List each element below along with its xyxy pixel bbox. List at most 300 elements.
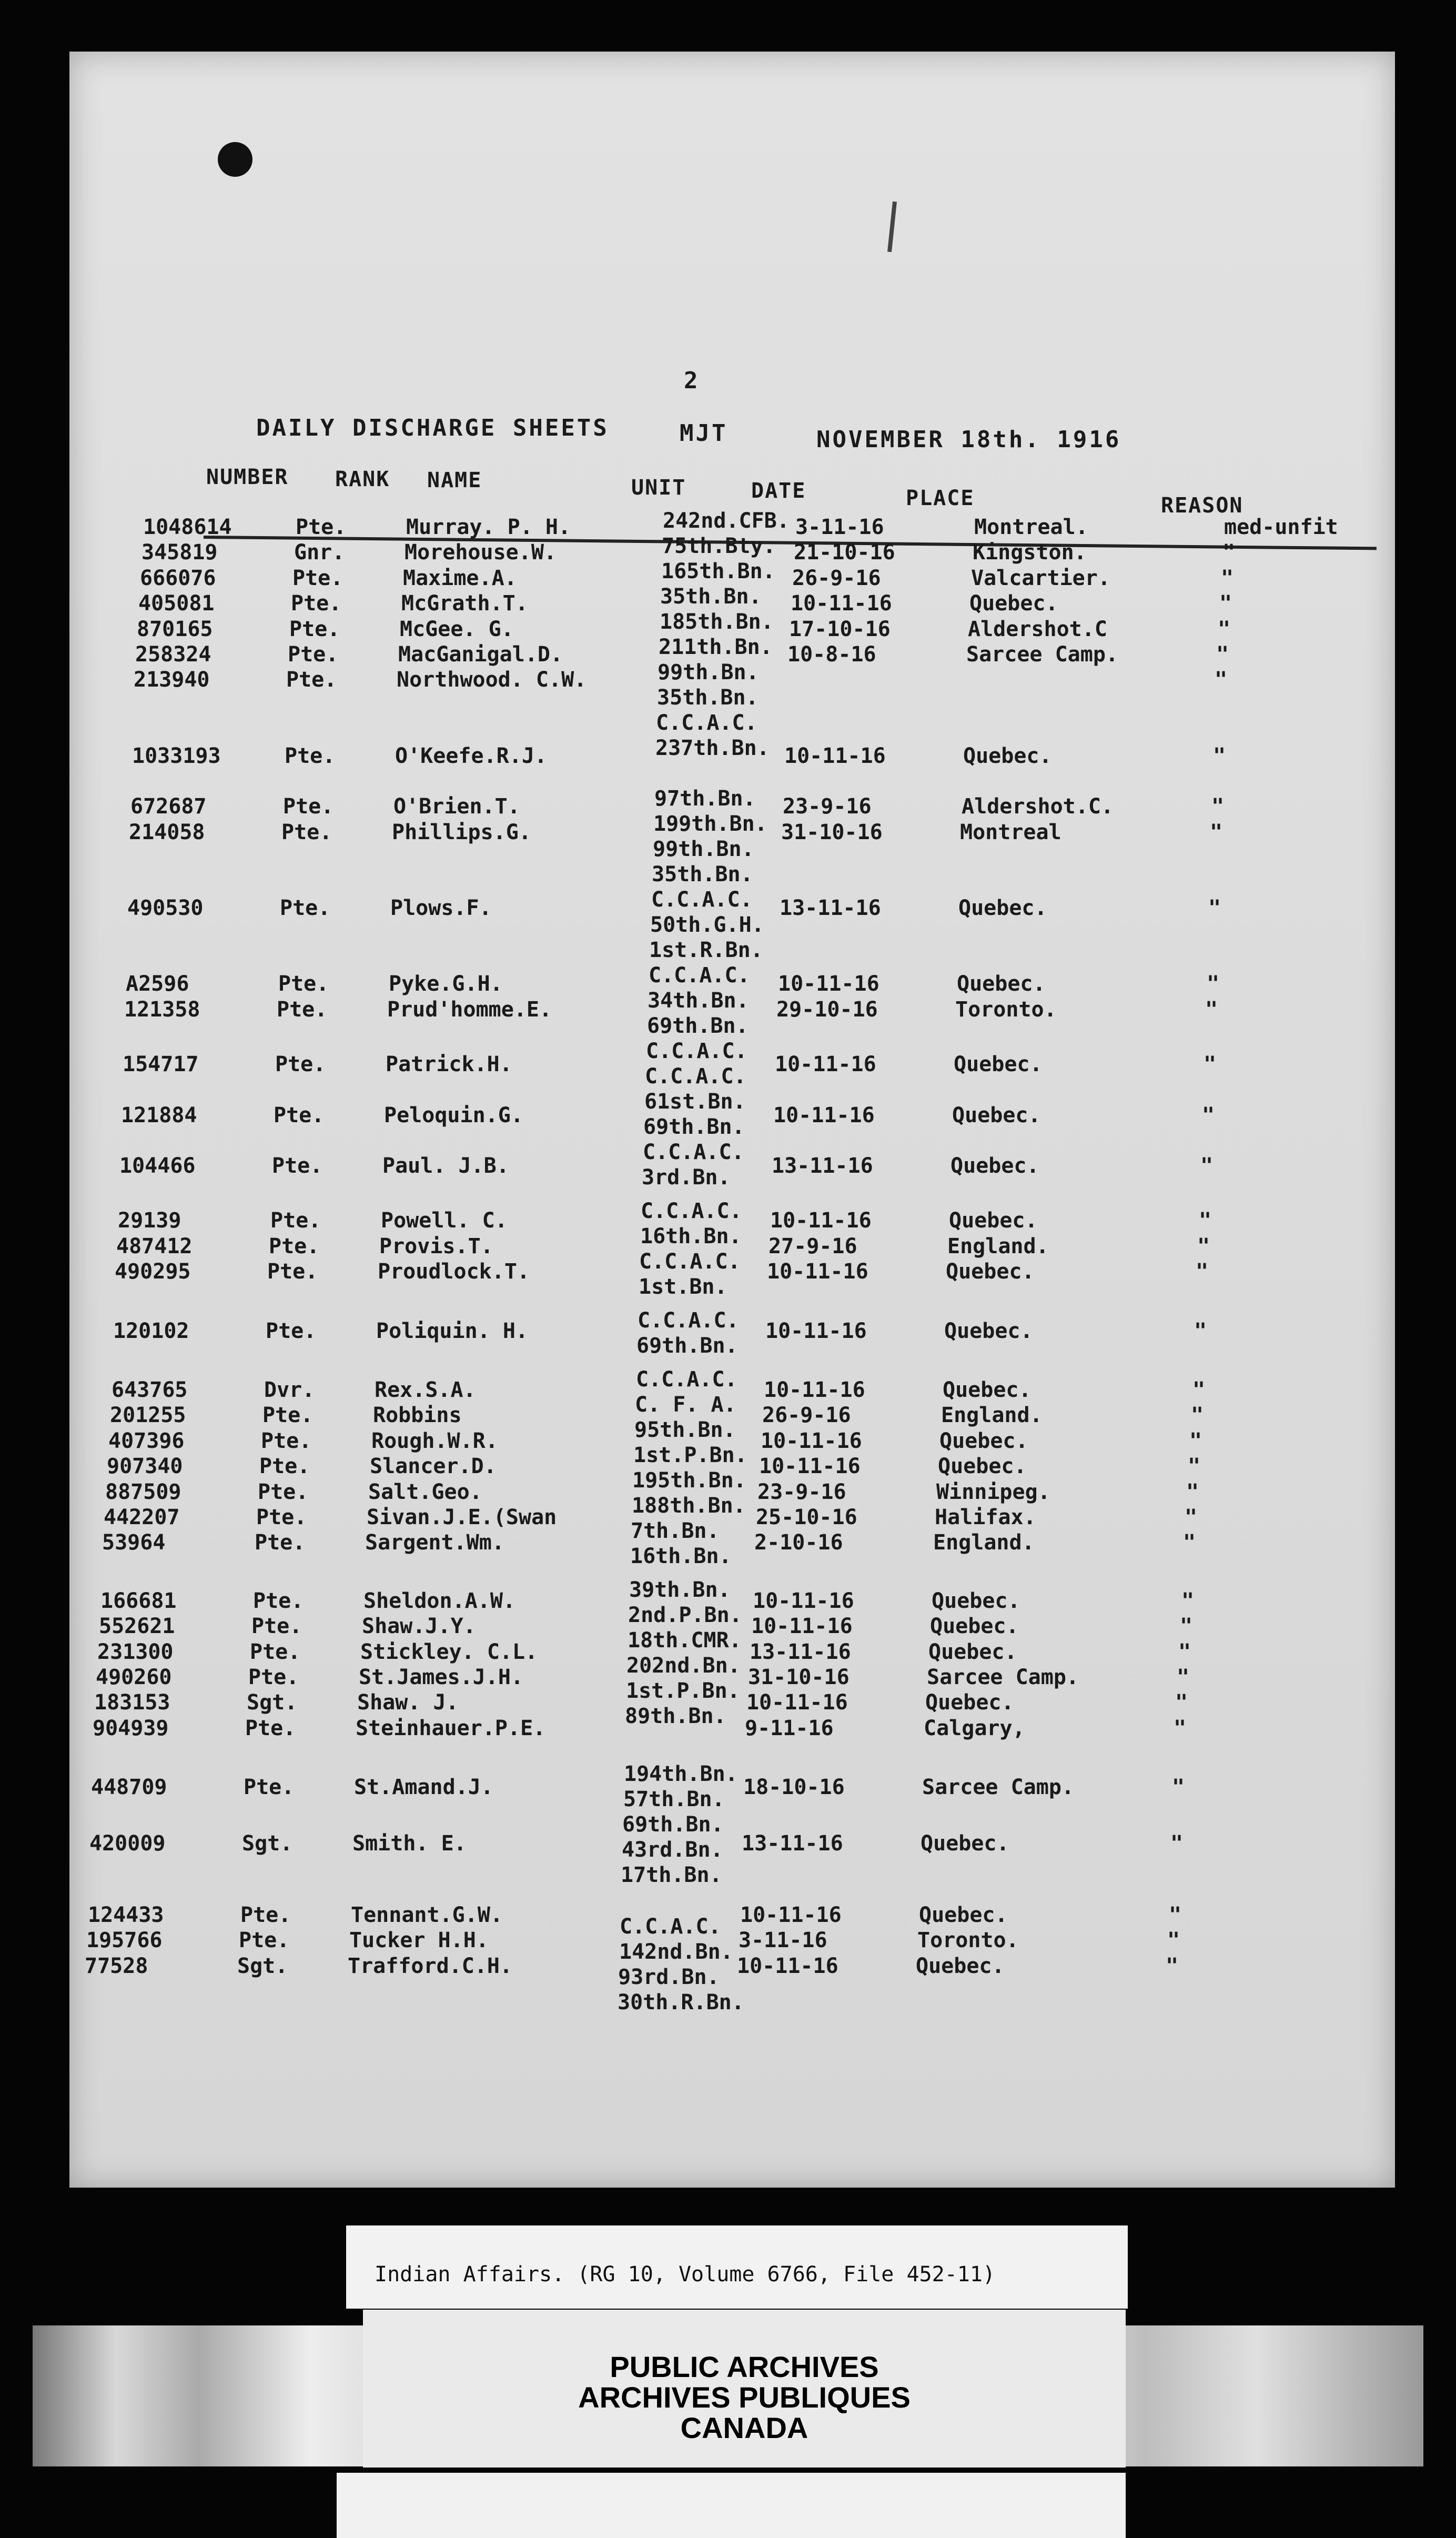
- record-number: 154717: [123, 1052, 199, 1076]
- record-place: Aldershot.C.: [962, 794, 1114, 819]
- record-reason: ": [1221, 566, 1234, 590]
- archive-label-lower: [337, 2473, 1126, 2538]
- record-name: O'Brien.T.: [393, 794, 520, 819]
- record-rank: Pte.: [261, 1429, 312, 1453]
- record-reason: ": [1216, 642, 1229, 667]
- record-place: Quebec.: [938, 1454, 1027, 1478]
- record-rank: Pte.: [275, 1052, 326, 1076]
- unit-entry: 39th.Bn.: [629, 1578, 731, 1602]
- record-name: Rex.S.A.: [375, 1378, 476, 1402]
- clerk-initials: MJT: [680, 420, 728, 447]
- unit-entry: 211th.Bn.: [659, 635, 773, 659]
- col-rank: RANK: [335, 467, 390, 491]
- record-name: Trafford.C.H.: [348, 1954, 513, 1978]
- unit-entry: 1st.P.Bn.: [626, 1679, 740, 1703]
- record-date: 21-10-16: [794, 540, 895, 565]
- unit-entry: 69th.Bn.: [643, 1115, 745, 1139]
- record-name: Sheldon.A.W.: [363, 1589, 515, 1613]
- record-reason: ": [1222, 540, 1236, 565]
- record-reason: ": [1177, 1665, 1190, 1689]
- record-rank: Pte.: [267, 1260, 318, 1284]
- record-number: A2596: [126, 972, 189, 996]
- record-place: Toronto.: [955, 998, 1057, 1022]
- record-date: 9-11-16: [745, 1716, 834, 1740]
- unit-entry: 188th.Bn.: [632, 1494, 746, 1518]
- record-name: Sivan.J.E.(Swan: [367, 1505, 557, 1529]
- record-date: 10-11-16: [773, 1103, 875, 1127]
- record-reason: ": [1166, 1954, 1179, 1978]
- record-date: 10-11-16: [740, 1903, 842, 1927]
- record-place: Kingston.: [973, 540, 1087, 565]
- record-date: 23-9-16: [757, 1480, 846, 1504]
- header-underline: [204, 536, 1377, 550]
- record-name: Sargent.Wm.: [365, 1530, 504, 1555]
- page-number: 2: [684, 367, 698, 394]
- unit-entry: 35th.Bn.: [660, 585, 762, 609]
- record-reason: ": [1219, 591, 1232, 616]
- record-place: Quebec.: [958, 896, 1047, 920]
- record-place: Quebec.: [954, 1052, 1043, 1076]
- record-number: 195766: [86, 1928, 163, 1952]
- unit-entry: 93rd.Bn.: [618, 1965, 720, 1989]
- record-number: 213940: [134, 668, 210, 692]
- record-rank: Pte.: [286, 668, 337, 692]
- record-number: 29139: [118, 1208, 181, 1233]
- record-name: Phillips.G.: [392, 820, 531, 844]
- record-place: Quebec.: [949, 1208, 1038, 1233]
- record-name: Tennant.G.W.: [351, 1903, 503, 1927]
- record-place: Quebec.: [919, 1903, 1008, 1927]
- unit-entry: 2nd.P.Bn.: [628, 1603, 742, 1627]
- archive-reference-label: Indian Affairs. (RG 10, Volume 6766, File 452-11): [346, 2225, 1128, 2309]
- record-rank: Pte.: [280, 896, 331, 920]
- unit-entry: 61st.Bn.: [644, 1090, 746, 1114]
- record-date: 13-11-16: [772, 1154, 873, 1178]
- record-date: 10-11-16: [737, 1954, 838, 1978]
- record-name: Paul. J.B.: [382, 1154, 509, 1178]
- record-reason: ": [1167, 1928, 1180, 1952]
- record-name: Steinhauer.P.E.: [356, 1716, 546, 1740]
- unit-entry: 35th.Bn.: [657, 686, 759, 710]
- record-number: 487412: [116, 1234, 193, 1258]
- record-rank: Pte.: [270, 1208, 321, 1233]
- record-reason: ": [1180, 1614, 1193, 1638]
- record-rank: Pte.: [251, 1614, 302, 1638]
- record-date: 29-10-16: [776, 998, 878, 1022]
- record-reason: ": [1218, 617, 1231, 641]
- record-number: 448709: [91, 1775, 167, 1799]
- record-date: 10-8-16: [787, 642, 876, 667]
- record-date: 10-11-16: [746, 1690, 848, 1715]
- record-rank: Pte.: [262, 1403, 314, 1427]
- record-reason: ": [1213, 744, 1226, 768]
- record-date: 10-11-16: [759, 1454, 861, 1478]
- record-rank: Pte.: [296, 515, 347, 539]
- record-number: 420009: [89, 1831, 166, 1856]
- record-rank: Pte.: [289, 617, 340, 641]
- record-reason: ": [1215, 668, 1228, 692]
- unit-entry: 89th.Bn.: [625, 1704, 726, 1728]
- record-reason: ": [1174, 1716, 1187, 1740]
- unit-entry: 242nd.CFB.: [663, 509, 790, 533]
- record-name: Tucker H.H.: [349, 1928, 489, 1952]
- record-rank: Pte.: [240, 1903, 291, 1927]
- record-number: 490530: [127, 896, 204, 920]
- record-rank: Pte.: [256, 1505, 307, 1529]
- record-name: Peloquin.G.: [384, 1103, 523, 1127]
- unit-entry: C.C.A.C.: [620, 1915, 721, 1939]
- record-number: 120102: [113, 1319, 189, 1343]
- record-reason: ": [1188, 1454, 1201, 1478]
- sheet-date: NOVEMBER 18th. 1916: [816, 426, 1121, 453]
- record-rank: Pte.: [269, 1234, 320, 1258]
- unit-entry: 95th.Bn.: [634, 1418, 736, 1442]
- record-name: Slancer.D.: [370, 1454, 497, 1478]
- record-place: Quebec.: [928, 1640, 1017, 1664]
- record-place: Calgary,: [924, 1716, 1025, 1740]
- unit-entry: C.C.A.C.: [636, 1367, 737, 1392]
- record-number: 490260: [96, 1665, 172, 1689]
- archive-stamp: [363, 2310, 1126, 2468]
- record-number: 258324: [135, 642, 211, 667]
- unit-entry: 99th.Bn.: [653, 837, 754, 861]
- stamp-line-1: PUBLIC ARCHIVES: [610, 2350, 879, 2383]
- record-number: 124433: [88, 1903, 164, 1927]
- unit-entry: 18th.CMR.: [628, 1628, 742, 1653]
- record-reason: ": [1202, 1103, 1215, 1127]
- record-reason: ": [1210, 820, 1223, 844]
- record-number: 77528: [85, 1954, 148, 1978]
- record-place: Quebec.: [930, 1614, 1019, 1638]
- record-date: 27-9-16: [769, 1234, 857, 1258]
- record-reason: ": [1185, 1505, 1198, 1529]
- record-date: 10-11-16: [791, 591, 892, 616]
- record-rank: Pte.: [253, 1589, 304, 1613]
- record-number: 887509: [105, 1480, 181, 1504]
- record-name: O'Keefe.R.J.: [395, 744, 547, 768]
- record-reason: ": [1186, 1480, 1199, 1504]
- record-number: 183153: [94, 1690, 170, 1715]
- record-rank: Pte.: [245, 1716, 296, 1740]
- record-number: 666076: [140, 566, 216, 590]
- record-number: 405081: [138, 591, 215, 616]
- unit-entry: C.C.A.C.: [645, 1064, 746, 1089]
- record-place: Quebec.: [925, 1690, 1014, 1715]
- record-date: 10-11-16: [778, 972, 879, 996]
- unit-entry: 195th.Bn.: [632, 1468, 746, 1493]
- record-date: 13-11-16: [742, 1831, 843, 1856]
- sheet-title: DAILY DISCHARGE SHEETS: [256, 415, 609, 441]
- record-date: 26-9-16: [762, 1403, 851, 1427]
- unit-entry: 69th.Bn.: [647, 1014, 749, 1038]
- col-name: NAME: [427, 468, 482, 492]
- record-name: MacGanigal.D.: [398, 642, 563, 667]
- record-name: Salt.Geo.: [368, 1480, 482, 1504]
- record-place: Montreal: [960, 820, 1061, 844]
- record-name: Smith. E.: [352, 1831, 467, 1856]
- record-rank: Pte.: [288, 642, 339, 667]
- unit-entry: 1st.P.Bn.: [633, 1443, 747, 1467]
- unit-entry: 69th.Bn.: [622, 1812, 724, 1837]
- record-rank: Pte.: [266, 1319, 317, 1343]
- record-date: 25-10-16: [756, 1505, 857, 1529]
- record-rank: Sgt.: [242, 1831, 293, 1856]
- unit-entry: 30th.R.Bn.: [618, 1990, 744, 2015]
- record-date: 13-11-16: [750, 1640, 851, 1664]
- record-name: Plows.F.: [390, 896, 492, 920]
- record-reason: ": [1172, 1775, 1185, 1799]
- record-name: St.Amand.J.: [354, 1775, 493, 1799]
- record-place: Sarcee Camp.: [966, 642, 1118, 667]
- unit-entry: 1st.Bn.: [639, 1275, 727, 1299]
- record-reason: ": [1169, 1903, 1182, 1927]
- record-number: 672687: [130, 794, 207, 819]
- record-number: 104466: [119, 1154, 196, 1178]
- unit-entry: 99th.Bn.: [658, 660, 759, 684]
- unit-entry: C.C.A.C.: [639, 1250, 741, 1274]
- record-name: Shaw. J.: [357, 1690, 459, 1715]
- record-number: 1048614: [143, 515, 232, 539]
- record-date: 3-11-16: [739, 1928, 827, 1952]
- record-date: 10-11-16: [770, 1208, 872, 1233]
- col-place: PLACE: [906, 486, 975, 510]
- record-date: 10-11-16: [775, 1052, 876, 1076]
- record-rank: Dvr.: [264, 1378, 315, 1402]
- record-date: 10-11-16: [767, 1260, 868, 1284]
- record-name: Rough.W.R.: [371, 1429, 498, 1453]
- unit-entry: C.C.A.C.: [643, 1140, 744, 1164]
- record-number: 121358: [124, 998, 200, 1022]
- record-number: 201255: [110, 1403, 186, 1427]
- record-place: England.: [941, 1403, 1043, 1427]
- record-reason: ": [1199, 1208, 1212, 1233]
- record-place: Quebec.: [943, 1378, 1032, 1402]
- record-reason: ": [1204, 1052, 1217, 1076]
- record-reason: ": [1211, 794, 1225, 819]
- record-place: Quebec.: [952, 1103, 1041, 1127]
- unit-entry: 17th.Bn.: [621, 1863, 722, 1887]
- record-rank: Pte.: [272, 1154, 323, 1178]
- record-rank: Pte.: [277, 998, 328, 1022]
- record-name: Powell. C.: [381, 1208, 508, 1233]
- record-place: Winnipeg.: [936, 1480, 1050, 1504]
- record-rank: Pte.: [250, 1640, 301, 1664]
- record-date: 10-11-16: [751, 1614, 853, 1638]
- record-rank: Pte.: [292, 566, 343, 590]
- record-name: Shaw.J.Y.: [362, 1614, 476, 1638]
- record-reason: ": [1183, 1530, 1196, 1555]
- record-name: Proudlock.T.: [378, 1260, 530, 1284]
- record-date: 10-11-16: [753, 1589, 854, 1613]
- record-rank: Pte.: [255, 1530, 306, 1555]
- record-number: 231300: [97, 1640, 174, 1664]
- record-place: Quebec.: [916, 1954, 1005, 1978]
- record-number: 552621: [99, 1614, 175, 1638]
- record-rank: Sgt.: [247, 1690, 298, 1715]
- record-place: England.: [947, 1234, 1049, 1258]
- record-reason: med-unfit: [1224, 515, 1338, 539]
- record-rank: Pte.: [291, 591, 342, 616]
- record-reason: ": [1178, 1640, 1191, 1664]
- record-number: 345819: [141, 540, 218, 565]
- unit-entry: C.C.A.C.: [641, 1199, 742, 1223]
- record-date: 3-11-16: [795, 515, 884, 539]
- unit-entry: 142nd.Bn.: [619, 1940, 733, 1964]
- record-number: 907340: [107, 1454, 183, 1478]
- punch-hole: [218, 142, 252, 177]
- record-date: 26-9-16: [792, 566, 881, 590]
- record-number: 870165: [137, 617, 213, 641]
- record-reason: ": [1207, 972, 1220, 996]
- record-place: Quebec.: [932, 1589, 1020, 1613]
- record-reason: ": [1170, 1831, 1184, 1856]
- stamp-line-3: CANADA: [680, 2411, 808, 2444]
- record-rank: Pte.: [283, 794, 334, 819]
- document-sheet: [69, 52, 1395, 2188]
- record-name: Morehouse.W.: [405, 540, 557, 565]
- unit-entry: 35th.Bn.: [652, 862, 753, 887]
- record-number: 166681: [100, 1589, 177, 1613]
- record-reason: ": [1191, 1403, 1204, 1427]
- record-name: Maxime.A.: [403, 566, 517, 590]
- record-reason: ": [1196, 1260, 1209, 1284]
- record-name: Robbins: [373, 1403, 462, 1427]
- unit-entry: 165th.Bn.: [661, 559, 775, 583]
- record-number: 214058: [129, 820, 205, 844]
- record-rank: Sgt.: [237, 1954, 288, 1978]
- record-number: 904939: [93, 1716, 169, 1740]
- record-name: Poliquin. H.: [376, 1319, 528, 1343]
- record-rank: Gnr.: [294, 540, 345, 565]
- record-rank: Pte.: [278, 972, 329, 996]
- record-date: 18-10-16: [743, 1775, 845, 1799]
- record-rank: Pte.: [274, 1103, 325, 1127]
- record-number: 490295: [115, 1260, 191, 1284]
- unit-entry: C. F. A.: [635, 1393, 736, 1417]
- stamp-line-2: ARCHIVES PUBLIQUES: [578, 2381, 911, 2414]
- record-reason: ": [1200, 1154, 1214, 1178]
- record-name: Pyke.G.H.: [389, 972, 503, 996]
- unit-entry: C.C.A.C.: [649, 963, 750, 988]
- record-place: Quebec.: [957, 972, 1046, 996]
- record-reason: ": [1192, 1378, 1206, 1402]
- unit-entry: 97th.Bn.: [654, 787, 756, 811]
- record-reason: ": [1205, 998, 1218, 1022]
- record-reason: ": [1181, 1589, 1195, 1613]
- col-number: NUMBER: [206, 465, 289, 489]
- record-name: Prud'homme.E.: [387, 998, 552, 1022]
- record-place: Aldershot.C: [968, 617, 1107, 641]
- record-name: Murray. P. H.: [406, 515, 571, 539]
- record-number: 407396: [108, 1429, 185, 1453]
- record-place: Valcartier.: [971, 566, 1110, 590]
- unit-entry: 3rd.Bn.: [642, 1165, 731, 1190]
- record-date: 10-11-16: [761, 1429, 862, 1453]
- col-reason: REASON: [1161, 494, 1243, 518]
- unit-entry: 7th.Bn.: [631, 1519, 720, 1543]
- unit-entry: 43rd.Bn.: [622, 1838, 723, 1862]
- record-reason: ": [1189, 1429, 1202, 1453]
- unit-entry: 199th.Bn.: [653, 812, 767, 836]
- unit-entry: C.C.A.C.: [638, 1308, 739, 1333]
- unit-entry: C.C.A.C.: [646, 1039, 747, 1063]
- record-rank: Pte.: [281, 820, 332, 844]
- record-rank: Pte.: [248, 1665, 299, 1689]
- unit-entry: C.C.A.C.: [656, 711, 757, 735]
- record-name: McGrath.T.: [401, 591, 528, 616]
- record-date: 13-11-16: [780, 896, 881, 920]
- unit-entry: 237th.Bn.: [655, 736, 770, 760]
- unit-entry: 50th.G.H.: [650, 913, 764, 937]
- record-place: Halifax.: [935, 1505, 1036, 1529]
- record-reason: ": [1208, 896, 1221, 920]
- record-reason: ": [1175, 1690, 1188, 1715]
- record-reason: ": [1197, 1234, 1210, 1258]
- record-date: 2-10-16: [754, 1530, 843, 1555]
- record-place: Quebec.: [969, 591, 1058, 616]
- col-unit: UNIT: [631, 476, 686, 500]
- record-date: 10-11-16: [784, 744, 886, 768]
- record-name: Stickley. C.L.: [360, 1640, 538, 1664]
- record-rank: Pte.: [258, 1480, 309, 1504]
- record-place: Sarcee Camp.: [927, 1665, 1079, 1689]
- record-number: 53964: [102, 1530, 166, 1555]
- unit-entry: 75th.Bty.: [662, 534, 776, 558]
- unit-entry: 34th.Bn.: [648, 989, 749, 1013]
- unit-entry: 16th.Bn.: [640, 1224, 742, 1248]
- record-date: 10-11-16: [764, 1378, 865, 1402]
- record-date: 31-10-16: [748, 1665, 850, 1689]
- record-name: McGee. G.: [400, 617, 514, 641]
- record-place: Quebec.: [921, 1831, 1009, 1856]
- record-place: Sarcee Camp.: [922, 1775, 1074, 1799]
- record-date: 23-9-16: [783, 794, 872, 819]
- record-number: 442207: [104, 1505, 180, 1529]
- unit-entry: C.C.A.C.: [651, 888, 753, 912]
- record-place: Quebec.: [951, 1154, 1039, 1178]
- record-place: Quebec.: [963, 744, 1052, 768]
- record-place: Montreal.: [974, 515, 1088, 539]
- unit-entry: 16th.Bn.: [630, 1544, 732, 1568]
- record-number: 121884: [121, 1103, 197, 1127]
- unit-entry: 1st.R.Bn.: [649, 938, 763, 962]
- record-rank: Pte.: [244, 1775, 295, 1799]
- record-number: 643765: [112, 1378, 188, 1402]
- unit-entry: 194th.Bn.: [624, 1762, 738, 1786]
- unit-entry: 57th.Bn.: [623, 1787, 725, 1811]
- unit-entry: 69th.Bn.: [636, 1334, 738, 1358]
- record-rank: Pte.: [259, 1454, 310, 1478]
- record-date: 10-11-16: [765, 1319, 867, 1343]
- record-reason: ": [1194, 1319, 1207, 1343]
- unit-entry: 202nd.Bn.: [626, 1654, 741, 1678]
- unit-entry: 185th.Bn.: [660, 610, 774, 634]
- record-place: Quebec.: [946, 1260, 1035, 1284]
- col-date: DATE: [751, 479, 806, 503]
- record-place: Quebec.: [944, 1319, 1033, 1343]
- record-number: 1033193: [132, 744, 221, 768]
- record-rank: Pte.: [285, 744, 336, 768]
- record-place: Quebec.: [939, 1429, 1028, 1453]
- record-place: England.: [933, 1530, 1035, 1555]
- record-name: Northwood. C.W.: [397, 668, 587, 692]
- pencil-mark: [887, 202, 897, 252]
- record-name: Provis.T.: [379, 1234, 493, 1258]
- record-date: 31-10-16: [781, 820, 883, 844]
- record-name: Patrick.H.: [386, 1052, 512, 1076]
- record-date: 17-10-16: [789, 617, 891, 641]
- record-rank: Pte.: [239, 1928, 290, 1952]
